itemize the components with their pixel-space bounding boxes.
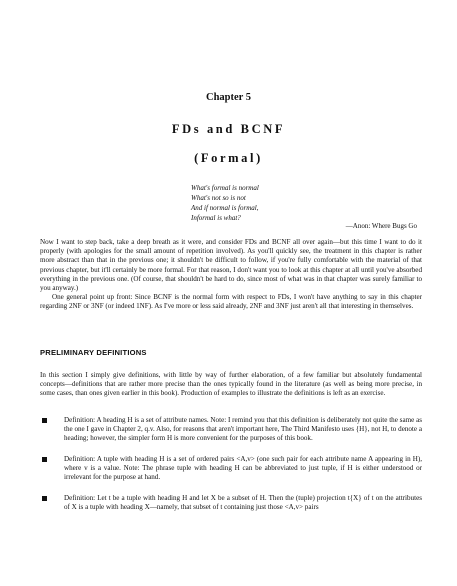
epigraph-line: And if normal is formal, [191,204,259,212]
definition-text: Definition: A heading H is a set of attribute names. Note: I remind you that this definition is deliberately not quite the same as the one I gave in Chapter 2, q.v. Also, for reasons that aren't important here, The Third Manifesto uses {H}, not H, to denote a heading; however, the simpler form H is more convenient for the purposes of this book. [64,416,422,443]
body-paragraph: Now I want to step back, take a deep breath as it were, and consider FDs and BCNF all over again—but this time I want to do it properly (with apologies for the small amount of repetition involved). As you'll quickly see, the treatment in this chapter is rather more abstract than that in the previous one; it shouldn't be difficult to follow, if you're fully comfortable with the material of that previous chapter, but it'll certainly be more formal. For that reason, I don't want you to look at this chapter at all until you've absorbed everything in the previous one. (Of course, that shouldn't be hard to do, since most of what was in that chapter was surely familiar to you anyway.) [40,238,422,293]
epigraph-line: What's not so is not [191,194,246,202]
bullet-icon [42,418,47,423]
bullet-icon [42,496,47,501]
bullet-icon [42,457,47,462]
chapter-title: FDs and BCNF [171,122,286,136]
body-paragraph: One general point up front: Since BCNF is the normal form with respect to FDs, I won't have anything to say in this chapter regarding 2NF or 3NF (or indeed 1NF). As I've more or less said already, 2NF and 3NF just aren't all that interesting in themselves. [40,293,422,311]
epigraph-line: What's formal is normal [191,184,259,192]
chapter-label: Chapter 5 [205,92,251,103]
body-paragraph: In this section I simply give definitions, with little by way of further elaboration, of a few familiar but absolutely fundamental concepts—definitions that are rather more precise than the ones typically found in the literature (as well as being more precise, in some cases, than ones given earlier in this book). Production of examples to illustrate the definitions is left as an exercise. [40,371,422,398]
epigraph-attribution: —Anon: Where Bugs Go [345,222,417,230]
definition-text: Definition: Let t be a tuple with heading H and let X be a subset of H. Then the (tuple) projection t{X} of t on the attributes of X is a tuple with heading X—namely, that subset of t containing just those <A,v> pairs [64,494,422,512]
definition-text: Definition: A tuple with heading H is a set of ordered pairs <A,v> (one such pair for each attribute name A appearing in H), where v is a value. Note: The phrase tuple with heading H can be abbreviated to just tuple, if H is either understood or irrelevant for the purpose at hand. [64,455,422,482]
epigraph-line: Informal is what? [191,214,241,222]
chapter-subtitle: (Formal) [194,151,263,165]
epigraph [191,183,259,223]
section-heading: PRELIMINARY DEFINITIONS [40,348,147,357]
